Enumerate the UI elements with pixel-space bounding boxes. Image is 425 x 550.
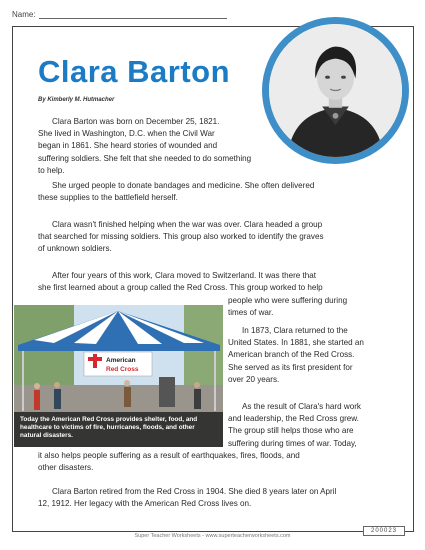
paragraph-7: Clara Barton retired from the Red Cross in 1904. She died 8 years later on April 12, 1912. Her legacy with the American Red Cross lives on.	[38, 487, 337, 509]
paragraph-1: Clara Barton was born on December 25, 1821. She lived in Washington, D.C. when the Civil War began in 1861. She heard stories of wounded and suffering soldiers. She felt that she needed to do something to help.	[38, 117, 252, 175]
byline: By Kimberly M. Hutmacher	[38, 97, 115, 103]
paragraph-2: She urged people to donate bandages and medicine. She often delivered these supplies to the battlefield herself.	[38, 181, 315, 203]
name-field	[12, 10, 227, 19]
footer-credit: Super Teacher Worksheets - www.superteacherworksheets.com	[134, 533, 291, 539]
paragraph-3: Clara wasn't finished helping when the war was over. Clara headed a group that searched for missing soldiers. This group also worked to identify the graves of unknown soldiers.	[38, 220, 324, 254]
portrait-ring	[262, 17, 409, 164]
name-label: Name:	[12, 10, 36, 19]
photo-caption: Today the American Red Cross provides shelter, food, and healthcare to victims of fire, hurricanes, floods, and other natural disasters.	[14, 412, 223, 447]
tent-sign-line-1: American	[106, 357, 136, 364]
clara-barton-portrait	[269, 24, 402, 157]
article-title: Clara Barton	[38, 54, 231, 89]
paragraph-6: As the result of Clara's hard work and leadership, the Red Cross grew. The group still helps those who are suffering during times of war. Today,	[228, 402, 361, 448]
paragraph-5: In 1873, Clara returned to the United States. In 1881, she started an American branch of the Red Cross. She served as its first president for over 20 years.	[228, 326, 364, 384]
tent-sign-line-2: Red Cross	[106, 366, 139, 373]
paragraph-4-continued: people who were suffering during times of war.	[228, 296, 348, 318]
paragraph-6-continued: it also helps people suffering as a result of earthquakes, fires, floods, and other disasters.	[38, 451, 300, 473]
paragraph-4: After four years of this work, Clara moved to Switzerland. It was there that she first learned about a group called the Red Cross. This group worked to help	[38, 271, 323, 293]
worksheet-code: 200023	[363, 526, 405, 536]
name-blank[interactable]	[39, 11, 227, 19]
